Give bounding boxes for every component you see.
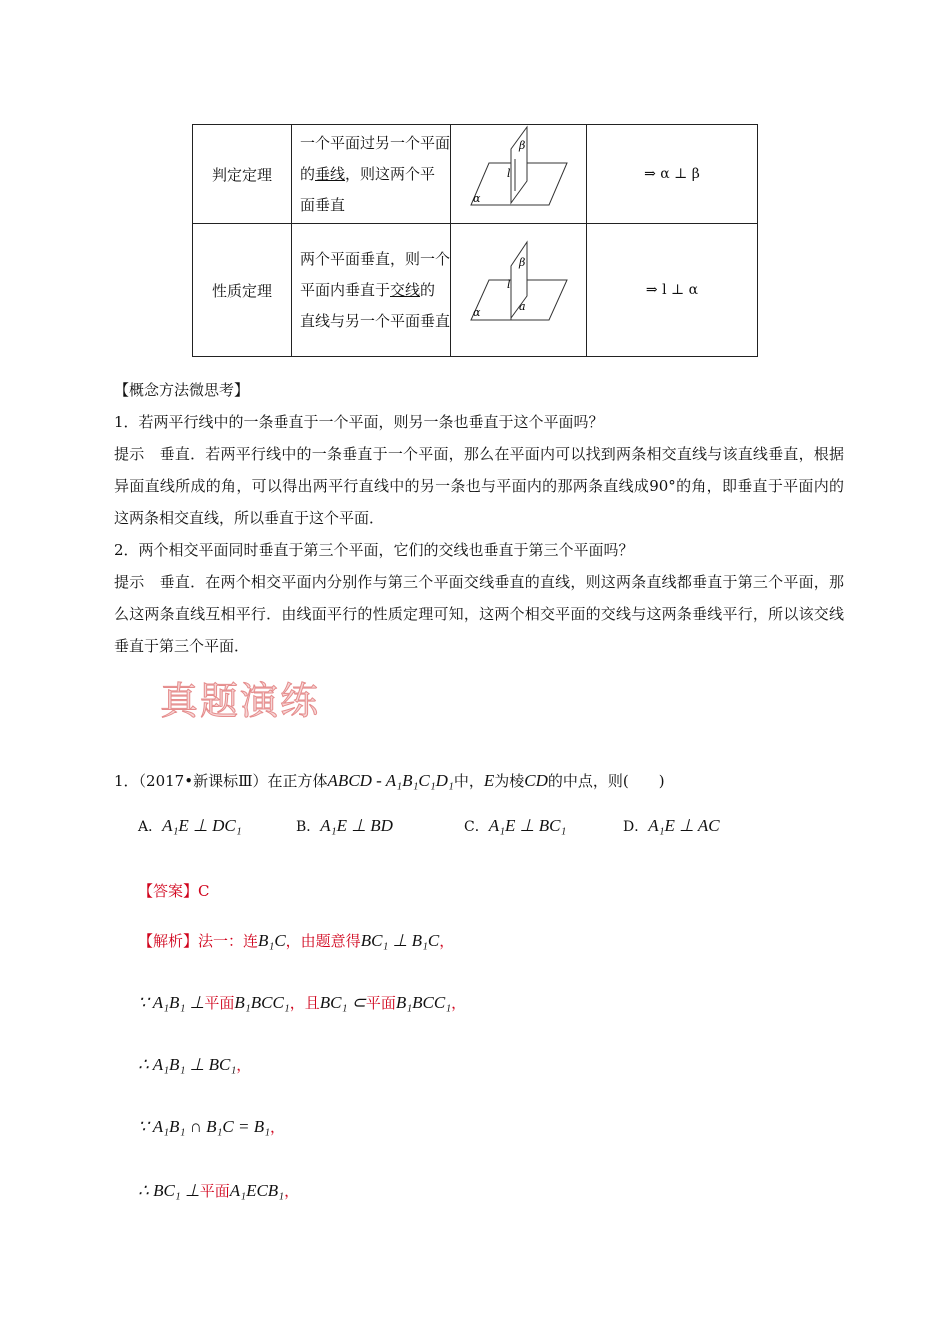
analysis-line-1: 【解析】法一：连B₁C，由题意得BC₁ ⊥ B₁C，	[138, 931, 455, 950]
answer-line: 【答案】C	[138, 882, 210, 900]
svg-text:β: β	[519, 256, 526, 269]
analysis-line-2: ∵ A₁B₁ ⊥平面B₁BCC₁，且BC₁ ⊂平面B₁BCC₁，	[138, 993, 467, 1012]
svg-text:a: a	[519, 300, 526, 313]
problem-stem: 1．（2017•新课标Ⅲ）在正方体ABCD - A₁B₁C₁D₁中，E为棱CD的中点，则( )	[114, 771, 665, 790]
table-row	[193, 125, 758, 224]
section-title: 【概念方法微思考】	[114, 381, 250, 399]
theorem-text: 一个平面过另一个平面的垂线，则这两个平面垂直	[292, 125, 451, 224]
option-d[interactable]: D．A₁E ⊥ AC	[623, 816, 720, 835]
theorem-symbol: ⇒ l ⊥ α	[587, 224, 758, 357]
theorem-figure	[451, 125, 587, 224]
option-c[interactable]: C．A₁E ⊥ BC₁	[464, 816, 567, 835]
theorem-name: 判定定理	[193, 125, 292, 224]
option-a[interactable]: A．A₁E ⊥ DC₁	[138, 816, 242, 835]
question-1: 1．若两平行线中的一条垂直于一个平面，则另一条也垂直于这个平面吗？	[114, 413, 604, 431]
svg-text:α: α	[473, 192, 481, 205]
plane-perpendicular-figure	[451, 125, 586, 219]
svg-text:α: α	[473, 306, 481, 319]
question-2: 2．两个相交平面同时垂直于第三个平面，它们的交线也垂直于第三个平面吗？	[114, 541, 634, 559]
theorem-name: 性质定理	[193, 224, 292, 357]
theorem-table	[192, 124, 758, 357]
table-row	[193, 224, 758, 357]
theorem-symbol: ⇒ α ⊥ β	[587, 125, 758, 224]
svg-text:l: l	[507, 167, 511, 180]
answer-2: 提示 垂直．在两个相交平面内分别作与第三个平面交线垂直的直线，则这两条直线都垂直于第三个平面，那么这两条直线互相平行．由线面平行的性质定理可知，这两个相交平面的交线与这两条垂线平行，所以该交线垂直于第三个平面．	[114, 573, 844, 655]
plane-perpendicular-figure	[451, 224, 586, 352]
analysis-line-3: ∴ A₁B₁ ⊥ BC₁，	[138, 1055, 252, 1074]
section-banner: 真题演练	[160, 679, 321, 723]
theorem-text: 两个平面垂直，则一个平面内垂直于交线的直线与另一个平面垂直	[292, 224, 451, 357]
theorem-figure	[451, 224, 587, 357]
analysis-line-5: ∴ BC₁ ⊥平面A₁ECB₁，	[138, 1181, 300, 1200]
answer-1: 提示 垂直．若两平行线中的一条垂直于一个平面，那么在平面内可以找到两条相交直线与该直线垂直，根据异面直线所成的角，可以得出两平行直线中的另一条也与平面内的那两条直线成90°的角，即垂直于平面内的这两条相交直线，所以垂直于这个平面．	[114, 445, 844, 527]
svg-text:β: β	[519, 139, 526, 152]
svg-text:l: l	[507, 278, 511, 291]
option-b[interactable]: B．A₁E ⊥ BD	[296, 816, 393, 835]
analysis-line-4: ∵ A₁B₁ ∩ B₁C = B₁，	[138, 1117, 286, 1136]
